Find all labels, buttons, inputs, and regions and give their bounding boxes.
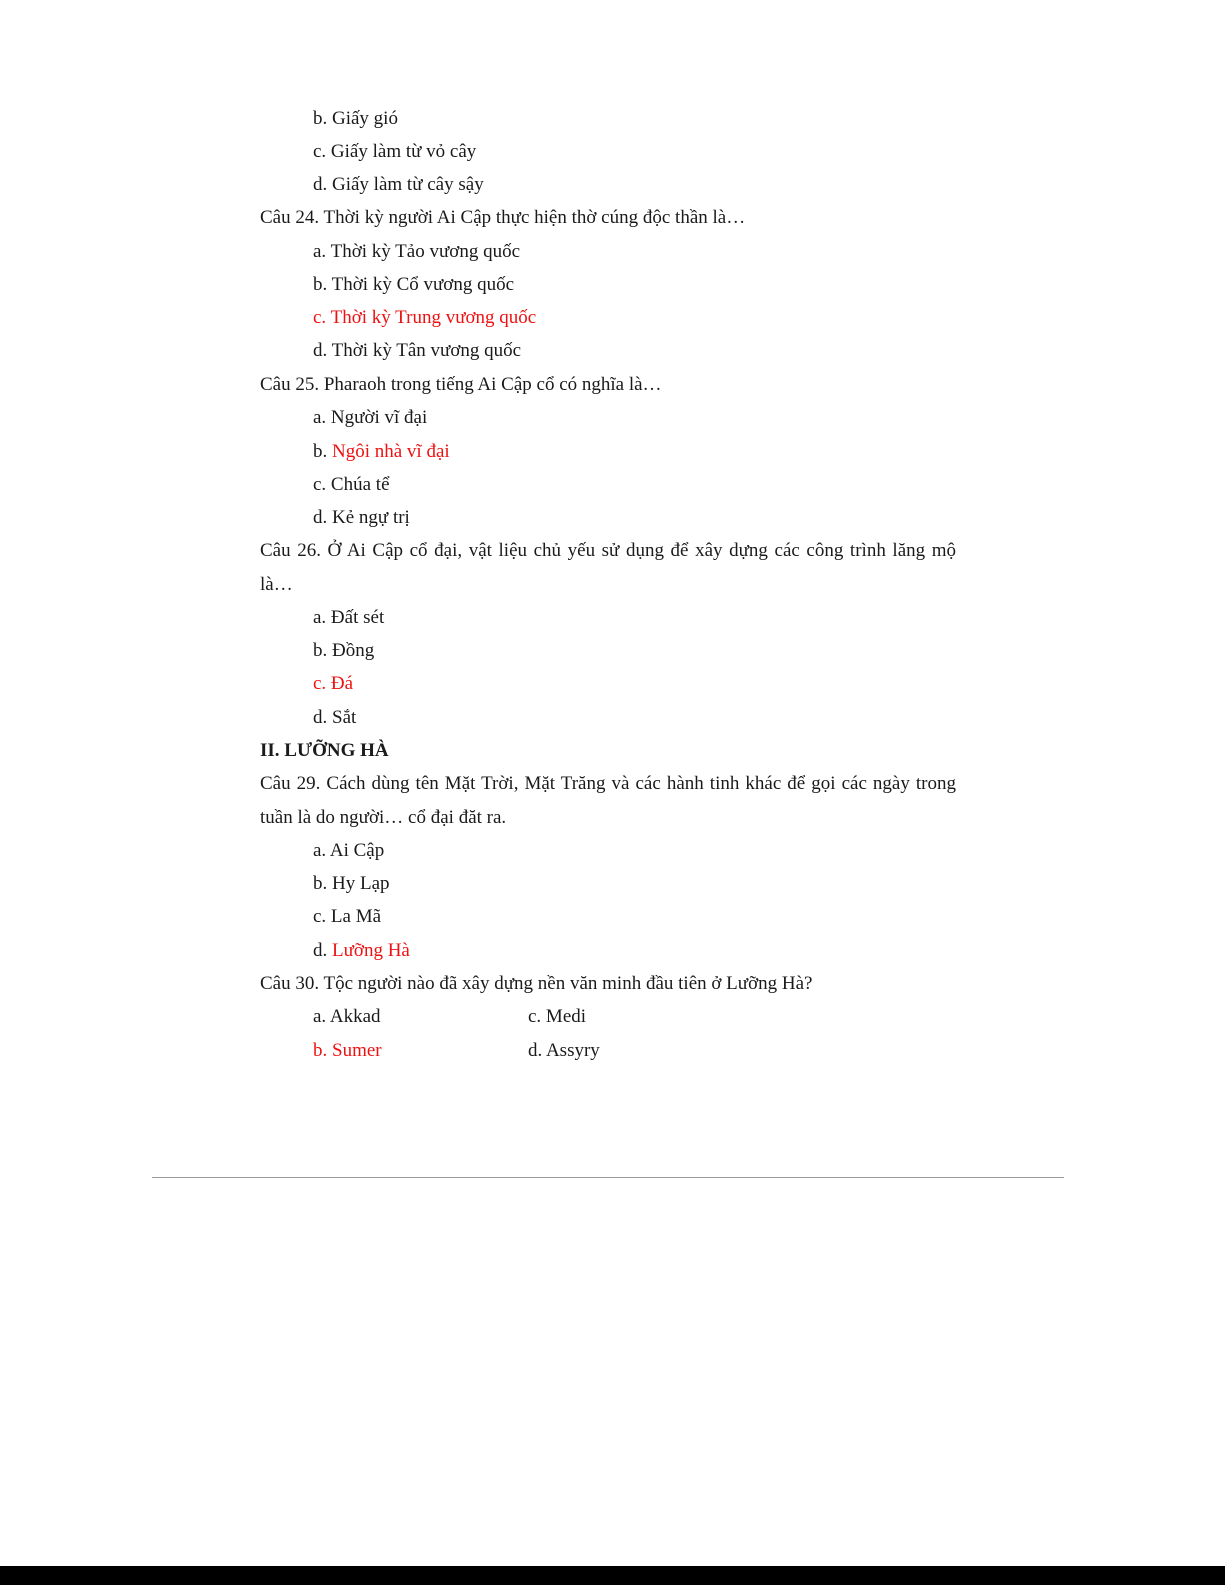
q29-option-a: a. Ai Cập: [313, 840, 385, 861]
q24-option-c-answer: c. Thời kỳ Trung vương quốc: [313, 307, 537, 328]
q25-option-b-answer: Ngôi nhà vĩ đại: [332, 441, 450, 462]
q29-option-d-prefix: d.: [313, 940, 332, 961]
q29-option-c: c. La Mã: [313, 906, 382, 927]
footer-divider: [152, 1177, 1064, 1178]
q24-option-d: d. Thời kỳ Tân vương quốc: [313, 340, 522, 361]
question-29-line2: tuần là do người… cổ đại đăt ra.: [260, 807, 507, 828]
q30-option-c: c. Medi: [528, 1006, 587, 1027]
q25-option-b-prefix: b.: [313, 441, 332, 462]
q24-option-b: b. Thời kỳ Cổ vương quốc: [313, 274, 515, 295]
q29-option-b: b. Hy Lạp: [313, 873, 390, 894]
q30-option-b-answer: b. Sumer: [313, 1040, 382, 1061]
question-30: Câu 30. Tộc người nào đã xây dựng nền văn minh đầu tiên ở Lưỡng Hà?: [260, 973, 813, 994]
question-25: Câu 25. Pharaoh trong tiếng Ai Cập cổ có nghĩa là…: [260, 374, 662, 395]
q24-option-a: a. Thời kỳ Tảo vương quốc: [313, 241, 520, 262]
question-26-line1: Câu 26. Ở Ai Cập cổ đại, vật liệu chủ yếu sử dụng để xây dựng các công trình lăng mộ: [260, 540, 956, 561]
question-24: Câu 24. Thời kỳ người Ai Cập thực hiện thờ cúng độc thần là…: [260, 207, 746, 228]
q25-option-a: a. Người vĩ đại: [313, 407, 428, 428]
q26-option-d: d. Sắt: [313, 707, 357, 728]
q30-option-d: d. Assyry: [528, 1040, 600, 1061]
section-heading: II. LƯỠNG HÀ: [260, 740, 389, 761]
q29-option-d-answer: Lưỡng Hà: [332, 940, 410, 961]
q25-option-b: [313, 440, 450, 464]
option-text: c. Giấy làm từ vỏ cây: [313, 141, 477, 162]
q26-option-c-answer: c. Đá: [313, 673, 354, 694]
q25-option-d: d. Kẻ ngự trị: [313, 507, 410, 528]
q30-option-a: a. Akkad: [313, 1006, 381, 1027]
question-26-line2: là…: [260, 574, 293, 595]
q25-option-c: c. Chúa tể: [313, 474, 390, 495]
q26-option-a: a. Đất sét: [313, 607, 385, 628]
option-text: b. Giấy gió: [313, 108, 398, 129]
bottom-bar: [0, 1566, 1225, 1585]
question-29-line1: Câu 29. Cách dùng tên Mặt Trời, Mặt Trăng và các hành tinh khác để gọi các ngày trong: [260, 773, 956, 794]
q29-option-d: [313, 939, 410, 963]
option-text: d. Giấy làm từ cây sậy: [313, 174, 484, 195]
q26-option-b: b. Đồng: [313, 640, 375, 661]
